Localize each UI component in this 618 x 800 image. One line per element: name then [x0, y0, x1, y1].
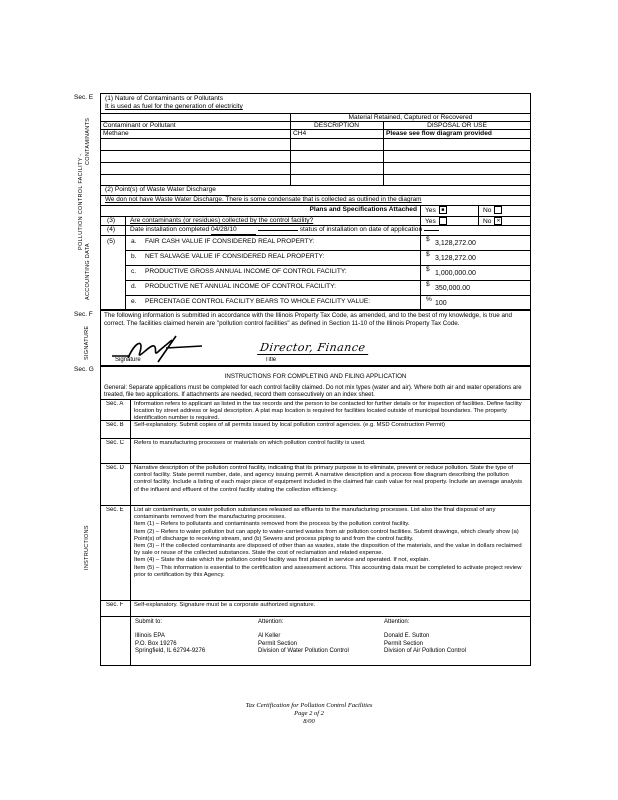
title-label: Title	[265, 357, 277, 363]
material-header: Material Retained, Captured or Recovered	[348, 114, 473, 121]
sec-f-statement: The following information is submitted in accordance with the Illinois Property Tax Code, as amended, and to the best of my knowledge, is true and correct. The facilities claimed herein are "pollution control facilities" as defined in Section 11-10 of the Illinois Property Tax Code.	[104, 312, 513, 327]
side-label-facility: POLLUTION CONTROL FACILITY -	[78, 153, 84, 250]
instruction-section-text: List air contaminants, or water pollution substances released as effluents to the manufacturing processes. List also the final disposal of any contaminants removed from the manufacturing processes. Item (1) – Refers to pollutants and contaminants removed from the process by the pollution control facility. Item (2) – Refers to water pollution but can apply to water-carried wastes from air pollution control facilities. Submit drawings, which clearly show (a) Point(s) of discharge to receiving stream, and (b) Sewers and process piping to and from the control facility. Item (3) – If the collected contaminants are disposed of other than as wastes, state the disposition of the materials, and the value in dollars reclaimed by sale or reuse of the collected substances. State the cost of reclamation and related expense. Item (4) – State the date which the pollution control facility was first placed in service and operated. If not, explain. Item (5) – This information is essential to the certification and assessment actions. This accounting data must be completed to activate project review prior to certification by this Agency.	[134, 507, 522, 578]
value-unit: %	[426, 296, 432, 303]
value-amount[interactable]: 3,128,272.00	[435, 255, 476, 262]
value-label: PRODUCTIVE NET ANNUAL INCOME OF CONTROL FACILITY:	[145, 283, 337, 290]
instruction-section-label: Sec. F	[106, 602, 124, 608]
divider	[420, 280, 421, 295]
instruction-section-text: Self-explanatory. Signature must be a corporate authorized signature.	[134, 602, 316, 608]
value-label: PERCENTAGE CONTROL FACILITY BEARS TO WHOLE FACILITY VALUE:	[145, 298, 371, 305]
divider	[125, 280, 531, 281]
footer-date: 8/00	[303, 718, 315, 726]
divider	[100, 616, 531, 617]
divider	[478, 216, 479, 225]
side-label-accounting: ACCOUNTING DATA	[85, 243, 91, 300]
sec-g-general: General: Separate applications must be completed for each control facility claimed. Do not mix types (water and air). Where both air and water operations are treated, file two applications. If attachments are needed, record them consecutively on an index sheet.	[104, 385, 522, 399]
submit-to-line: Illinois EPA	[135, 633, 165, 640]
side-label-signature: SIGNATURE	[84, 325, 90, 360]
attention-label: Attention:	[258, 619, 284, 625]
value-unit: $	[426, 266, 430, 273]
divider	[125, 295, 531, 296]
col-contaminant: Contaminant or Pollutant	[103, 122, 176, 129]
divider	[420, 265, 421, 280]
no-label: No	[483, 206, 492, 214]
value-amount[interactable]: 100	[435, 300, 447, 307]
instruction-section-label: Sec. E	[106, 507, 124, 513]
submit-to-block	[132, 618, 232, 656]
contaminant-cell: Methane	[103, 130, 129, 137]
attention-line: Donald E. Sutton	[384, 633, 430, 640]
value-letter: d.	[131, 283, 137, 290]
footer-title: Tax Certification for Pollution Control Facilities	[245, 702, 373, 709]
value-amount[interactable]: 350,000.00	[435, 285, 471, 292]
side-label-contaminants: CONTAMINANTS	[85, 117, 91, 165]
value-unit: $	[426, 236, 430, 243]
instruction-section-label: Sec. A	[106, 401, 124, 407]
divider	[130, 616, 131, 666]
value-amount[interactable]: 3,128,272.00	[435, 240, 476, 247]
value-letter: c.	[131, 268, 137, 275]
instruction-section-text: Information refers to applicant as listed in the tax records and the person to be contacted for further details or for inspection of facilities. Define facility location by street address or legal description. A plat map location is required for facilities located outside of municipal boundaries. The property identification number is required.	[134, 401, 522, 422]
attention-label: Attention:	[384, 619, 410, 625]
divider	[125, 265, 531, 266]
instruction-section-text: Narrative description of the pollution control facility, indicating that its primary purpose is to eliminate, prevent or reduce pollution. State the type of control facility. State permit number, date, and agency issuing permit. A narrative description and a process flow diagram describing the pollution control facility. Include a listing of each major piece of equipment included in the claimed fair cash value for real property. Include an average analysis of the influent and effluent of the control facility stating the collection efficiency.	[134, 465, 523, 493]
plans-no-checkbox[interactable]	[494, 206, 502, 214]
item4-blank	[258, 230, 298, 231]
sec-g-label: Sec. G	[74, 366, 94, 373]
submit-to-label: Submit to:	[135, 619, 163, 625]
footer-page: Page 2 of 2	[294, 710, 324, 718]
item3-no-checkbox[interactable]: ✕	[496, 218, 501, 224]
divider	[125, 250, 531, 251]
attention-line: Permit Section	[258, 640, 298, 647]
col-disposal: DISPOSAL OR USE	[427, 122, 487, 129]
divider	[420, 235, 421, 250]
instruction-section-label: Sec. D	[106, 465, 125, 471]
item4-label: Date installation completed	[130, 226, 210, 233]
attention-line: Division of Water Pollution Control	[258, 647, 349, 654]
item4-status-label: status of installation on date of application	[299, 226, 423, 233]
side-label-instructions: INSTRUCTIONS	[84, 525, 90, 570]
submit-to-line: Springfield, IL 62794-9276	[135, 647, 206, 654]
plans-yes[interactable]	[422, 206, 450, 215]
footer	[0, 702, 618, 726]
attention-line: Al Keller	[258, 633, 281, 640]
attention2-block	[381, 618, 521, 656]
sec-e-label: Sec. E	[74, 94, 94, 101]
item2-text: We don not have Waste Water Discharge. There is some condensate that is collected as outlined in the diagram	[105, 196, 422, 203]
plans-label: Plans and Specifications Attached	[309, 206, 417, 213]
attention1-block	[255, 618, 385, 656]
value-letter: e.	[131, 298, 137, 305]
value-label: NET SALVAGE VALUE IF CONSIDERED REAL PROPERTY:	[145, 253, 325, 260]
divider	[420, 250, 421, 265]
value-letter: a.	[131, 238, 137, 245]
sec-g-heading: INSTRUCTIONS FOR COMPLETING AND FILING APPLICATION	[224, 373, 407, 380]
value-letter: b.	[131, 253, 137, 260]
item3-num: (3)	[107, 217, 116, 224]
divider	[420, 295, 421, 310]
value-unit: $	[426, 281, 430, 288]
item4-row	[127, 226, 527, 235]
col-description: DESCRIPTION	[313, 122, 360, 129]
divider	[100, 138, 531, 139]
item5-num: (5)	[107, 238, 116, 245]
attention-line: Permit Section	[384, 640, 424, 647]
item4-num: (4)	[107, 226, 116, 233]
value-unit: $	[426, 251, 430, 258]
divider	[100, 235, 531, 236]
disposal-cell: Please see flow diagram provided	[386, 130, 492, 137]
item4-date[interactable]: 04/28/10	[211, 226, 256, 235]
divider	[100, 150, 531, 151]
instruction-section-text: Refers to manufacturing processes or materials on which pollution control facility is used.	[134, 440, 366, 446]
item3-yes-checkbox[interactable]	[439, 217, 447, 225]
value-label: FAIR CASH VALUE IF CONSIDERED REAL PROPERTY:	[145, 238, 315, 245]
instruction-section-text: Self-explanatory. Submit copies of all permits issued by local pollution control agencies. (e.g. MSD Construction Permit)	[134, 422, 445, 428]
item4-status-blank[interactable]	[424, 230, 439, 231]
attention-line: Division of Air Pollution Control	[384, 647, 467, 654]
no-label: No	[483, 217, 492, 225]
instruction-section-label: Sec. C	[106, 440, 125, 446]
item1-title: (1) Nature of Contaminants or Pollutants	[105, 95, 224, 102]
yes-label: Yes	[425, 217, 436, 225]
divider	[100, 174, 531, 175]
description-cell: CH4	[293, 130, 307, 137]
yes-label: Yes	[425, 206, 436, 214]
instruction-section-label: Sec. B	[106, 422, 124, 428]
item2-title: (2) Point(s) of Waste Water Discharge	[105, 186, 216, 193]
plans-no[interactable]	[480, 206, 505, 215]
signature-label: Signature	[115, 357, 141, 363]
item3-text: Are contaminants (or residues) collected by the control facility?	[130, 217, 314, 224]
divider	[100, 162, 531, 163]
plans-yes-checkbox[interactable]: ■	[439, 206, 447, 214]
sec-f-label: Sec. F	[74, 311, 93, 318]
title-value: Director, Finance	[257, 342, 370, 355]
submit-to-line: P.O. Box 19276	[135, 640, 177, 647]
item1-text: It is used as fuel for the generation of electricity	[105, 103, 243, 110]
value-amount[interactable]: 1,000,000.00	[435, 270, 476, 277]
value-label: PRODUCTIVE GROSS ANNUAL INCOME OF CONTROL FACILITY:	[145, 268, 347, 275]
